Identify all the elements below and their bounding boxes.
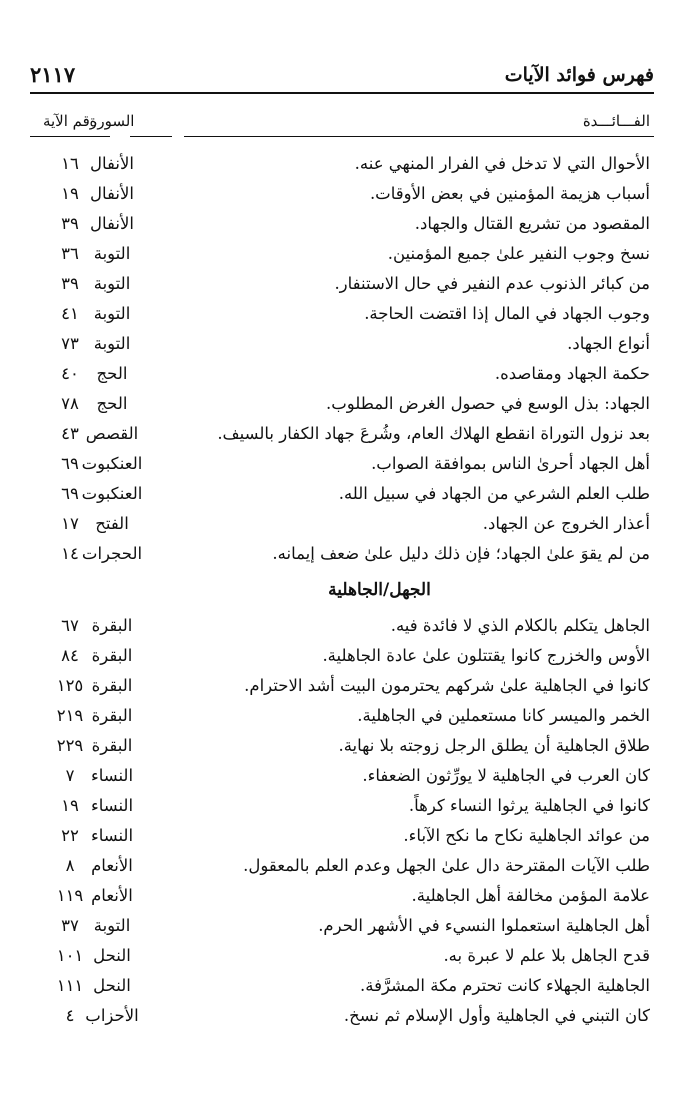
benefit-text: أنواع الجهاد. [567, 334, 650, 353]
verse-number: ٨٤ [61, 646, 79, 665]
verse-number: ٧٨ [61, 394, 79, 413]
table-row [30, 732, 654, 762]
surah-name: الأنعام [91, 886, 133, 905]
surah-name: العنكبوت [81, 454, 143, 473]
table-row [30, 822, 654, 852]
surah-name: البقرة [91, 616, 133, 635]
table-row [30, 150, 654, 180]
benefit-text: نسخ وجوب النفير علىٰ جميع المؤمنين. [387, 244, 650, 263]
table-row [30, 1002, 654, 1032]
benefit-text: كانوا في الجاهلية يرثوا النساء كرهاً. [408, 796, 650, 815]
verse-number: ١١٩ [56, 886, 84, 905]
page-header [30, 58, 654, 92]
section-jihad [30, 150, 654, 570]
table-row [30, 480, 654, 510]
surah-name: الأنفال [90, 214, 134, 233]
verse-number: ٢١٩ [56, 706, 84, 725]
surah-name: البقرة [91, 676, 133, 695]
section-jahl [30, 612, 654, 1032]
benefit-text: الأحوال التي لا تدخل في الفرار المنهي عنه. [354, 154, 650, 173]
benefit-text: المقصود من تشريع القتال والجهاد. [414, 214, 650, 233]
table-row [30, 762, 654, 792]
table-row [30, 300, 654, 330]
verse-number: ٣٩ [61, 214, 79, 233]
column-rule-verse [30, 136, 110, 137]
index-rows [30, 150, 654, 1032]
table-row [30, 450, 654, 480]
benefit-text: أهل الجاهلية استعملوا النسيء في الأشهر الحرم. [318, 916, 650, 935]
table-row [30, 942, 654, 972]
benefit-text: الجهاد: بذل الوسع في حصول الغرض المطلوب. [326, 394, 650, 413]
verse-number: ٦٧ [61, 616, 79, 635]
verse-number: ١٩ [61, 796, 79, 815]
table-row [30, 510, 654, 540]
verse-number: ٢٢٩ [56, 736, 84, 755]
benefit-text: وجوب الجهاد في المال إذا اقتضت الحاجة. [364, 304, 650, 323]
surah-name: النساء [90, 766, 134, 785]
verse-number: ١٩ [61, 184, 79, 203]
benefit-text: بعد نزول التوراة انقطع الهلاك العام، وشُرعَ جهاد الكفار بالسيف. [217, 424, 650, 443]
column-header-surah: السورة [89, 112, 135, 130]
benefit-text: كانوا في الجاهلية علىٰ شركهم يحترمون البيت أشد الاحترام. [244, 676, 650, 695]
verse-number: ٦٩ [61, 484, 79, 503]
surah-name: التوبة [93, 334, 131, 353]
benefit-text: أعذار الخروج عن الجهاد. [482, 514, 650, 533]
verse-number: ١٤ [61, 544, 79, 563]
verse-number: ٤ [65, 1006, 75, 1025]
verse-number: ٤٣ [61, 424, 79, 443]
surah-name: التوبة [93, 916, 131, 935]
benefit-text: علامة المؤمن مخالفة أهل الجاهلية. [411, 886, 650, 905]
verse-number: ٨ [65, 856, 75, 875]
table-row [30, 360, 654, 390]
surah-name: الحج [96, 364, 128, 383]
surah-name: النحل [93, 976, 131, 995]
benefit-text: طلب العلم الشرعي من الجهاد في سبيل الله. [338, 484, 650, 503]
verse-number: ٤١ [61, 304, 79, 323]
benefit-text: حكمة الجهاد ومقاصده. [494, 364, 650, 383]
verse-number: ٧٣ [61, 334, 79, 353]
benefit-text: من لم يقوَ علىٰ الجهاد؛ فإن ذلك دليل علىٰ ضعف إيمانه. [272, 544, 650, 563]
verse-number: ٤٠ [61, 364, 79, 383]
verse-number: ٣٦ [61, 244, 79, 263]
verse-number: ١٢٥ [56, 676, 84, 695]
surah-name: التوبة [93, 244, 131, 263]
benefit-text: الخمر والميسر كانا مستعملين في الجاهلية. [357, 706, 650, 725]
table-row [30, 180, 654, 210]
surah-name: التوبة [93, 274, 131, 293]
column-header-benefit: الفـــائـــدة [582, 112, 650, 130]
surah-name: الأنفال [90, 154, 134, 173]
running-title: فهرس فوائد الآيات [504, 64, 654, 86]
verse-number: ١٦ [61, 154, 79, 173]
column-rule-benefit [184, 136, 654, 137]
surah-name: الأنفال [90, 184, 134, 203]
verse-number: ١٧ [61, 514, 79, 533]
surah-name: الأحزاب [85, 1006, 139, 1025]
verse-number: ٢٢ [61, 826, 79, 845]
table-row [30, 642, 654, 672]
surah-name: الحجرات [81, 544, 143, 563]
surah-name: الأنعام [91, 856, 133, 875]
section-heading-text: الجهل/الجاهلية [328, 580, 431, 600]
verse-number: ٧ [65, 766, 75, 785]
table-row [30, 270, 654, 300]
surah-name: البقرة [91, 646, 133, 665]
verse-number: ٣٧ [61, 916, 79, 935]
table-row [30, 240, 654, 270]
table-row [30, 672, 654, 702]
surah-name: النساء [90, 796, 134, 815]
table-row [30, 390, 654, 420]
verse-number: ١١١ [56, 976, 84, 995]
surah-name: التوبة [93, 304, 131, 323]
benefit-text: الجاهل يتكلم بالكلام الذي لا فائدة فيه. [390, 616, 650, 635]
benefit-text: الأوس والخزرج كانوا يقتتلون علىٰ عادة الجاهلية. [322, 646, 650, 665]
benefit-text: قدح الجاهل بلا علم لا عبرة به. [443, 946, 650, 965]
surah-name: النساء [90, 826, 134, 845]
surah-name: النحل [93, 946, 131, 965]
column-rule-surah [130, 136, 172, 137]
benefit-text: من عوائد الجاهلية نكاح ما نكح الآباء. [403, 826, 650, 845]
verse-number: ٣٩ [61, 274, 79, 293]
table-row [30, 852, 654, 882]
header-rule [30, 92, 654, 94]
section-heading [30, 570, 654, 612]
verse-number: ٦٩ [61, 454, 79, 473]
verse-number: ١٠١ [56, 946, 84, 965]
table-row [30, 420, 654, 450]
page-number: ٢١١٧ [30, 62, 76, 87]
table-row [30, 912, 654, 942]
table-row [30, 612, 654, 642]
column-header-verse: رقم الآية [42, 112, 98, 130]
surah-name: البقرة [91, 736, 133, 755]
table-row [30, 210, 654, 240]
table-row [30, 792, 654, 822]
surah-name: الحج [96, 394, 128, 413]
benefit-text: طلاق الجاهلية أن يطلق الرجل زوجته بلا نهاية. [338, 736, 650, 755]
surah-name: الفتح [95, 514, 129, 533]
table-row [30, 540, 654, 570]
surah-name: العنكبوت [81, 484, 143, 503]
table-row [30, 330, 654, 360]
benefit-text: من كبائر الذنوب عدم النفير في حال الاستنفار. [334, 274, 650, 293]
benefit-text: كان التبني في الجاهلية وأول الإسلام ثم نسخ. [343, 1006, 650, 1025]
benefit-text: طلب الآيات المقترحة دال علىٰ الجهل وعدم العلم بالمعقول. [243, 856, 650, 875]
surah-name: القصص [85, 424, 139, 443]
table-row [30, 882, 654, 912]
column-headers [30, 112, 654, 138]
benefit-text: كان العرب في الجاهلية لا يورِّثون الضعفاء. [362, 766, 650, 785]
table-row [30, 702, 654, 732]
benefit-text: الجاهلية الجهلاء كانت تحترم مكة المشرَّفة. [360, 976, 650, 995]
benefit-text: أهل الجهاد أحرىٰ الناس بموافقة الصواب. [371, 454, 650, 473]
table-row [30, 972, 654, 1002]
benefit-text: أسباب هزيمة المؤمنين في بعض الأوقات. [369, 184, 650, 203]
surah-name: البقرة [91, 706, 133, 725]
